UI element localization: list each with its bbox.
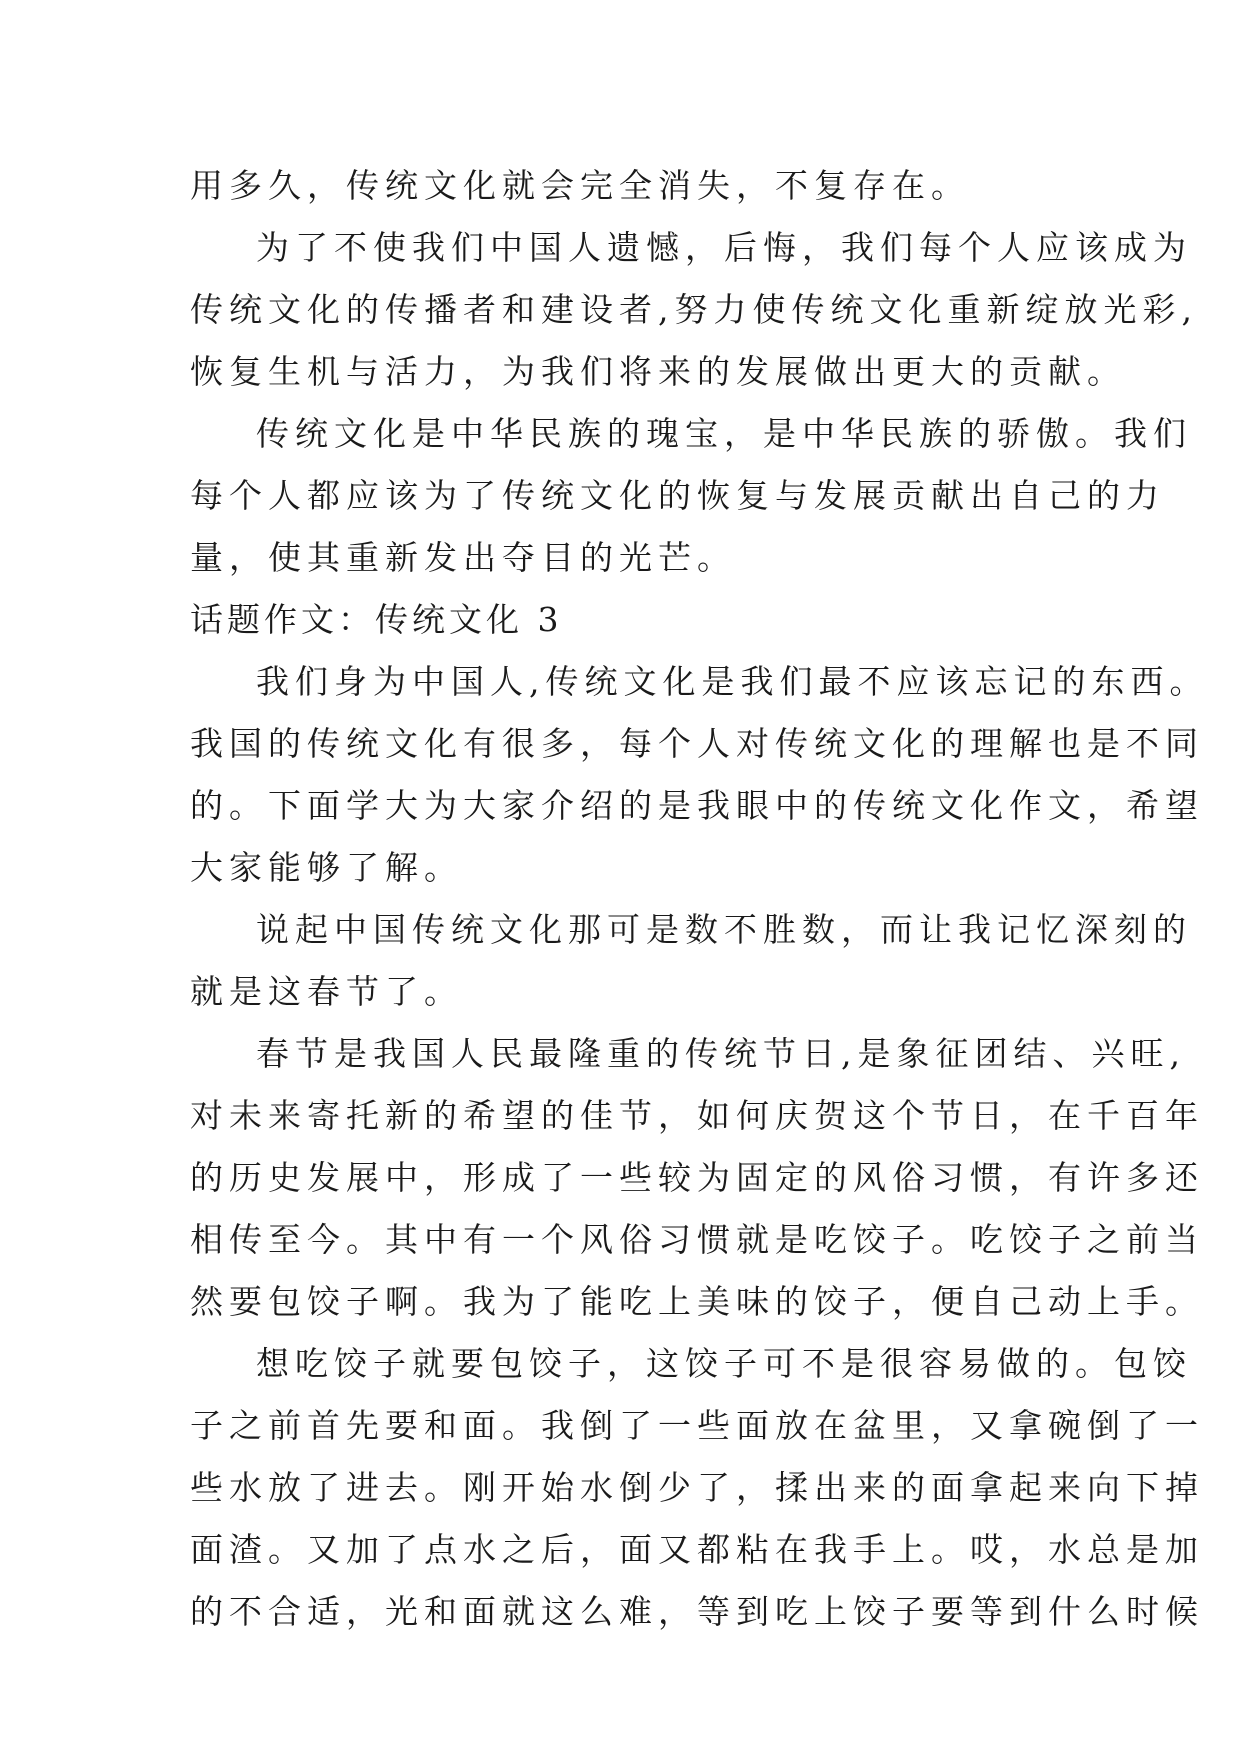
paragraph-start-line: 为了不使我们中国人遗憾，后悔，我们每个人应该成为 — [256, 228, 1192, 267]
text-line: 每个人都应该为了传统文化的恢复与发展贡献出自己的力 — [190, 476, 1165, 515]
text-line: 大家能够了解。 — [190, 848, 463, 887]
text-line: 的历史发展中，形成了一些较为固定的风俗习惯，有许多还 — [190, 1158, 1204, 1197]
text-line: 然要包饺子啊。我为了能吃上美味的饺子，便自己动上手。 — [190, 1282, 1204, 1321]
section-heading: 话题作文：传统文化 3 — [190, 600, 563, 639]
paragraph-start-line: 我们身为中国人,传统文化是我们最不应该忘记的东西。 — [256, 662, 1209, 701]
text-line: 用多久，传统文化就会完全消失，不复存在。 — [190, 166, 970, 205]
text-line: 些水放了进去。刚开始水倒少了，揉出来的面拿起来向下掉 — [190, 1468, 1204, 1507]
text-line: 量，使其重新发出夺目的光芒。 — [190, 538, 736, 577]
paragraph-start-line: 传统文化是中华民族的瑰宝，是中华民族的骄傲。我们 — [256, 414, 1192, 453]
text-line: 子之前首先要和面。我倒了一些面放在盆里，又拿碗倒了一 — [190, 1406, 1204, 1445]
paragraph-start-line: 春节是我国人民最隆重的传统节日,是象征团结、兴旺, — [256, 1034, 1186, 1073]
text-line: 传统文化的传播者和建设者,努力使传统文化重新绽放光彩, — [190, 290, 1198, 329]
text-line: 我国的传统文化有很多，每个人对传统文化的理解也是不同 — [190, 724, 1204, 763]
text-line: 就是这春节了。 — [190, 972, 463, 1011]
text-line: 的。下面学大为大家介绍的是我眼中的传统文化作文，希望 — [190, 786, 1204, 825]
document-body — [190, 155, 1209, 1643]
text-line: 面渣。又加了点水之后，面又都粘在我手上。哎，水总是加 — [190, 1530, 1204, 1569]
paragraph-start-line: 说起中国传统文化那可是数不胜数，而让我记忆深刻的 — [256, 910, 1192, 949]
text-line: 相传至今。其中有一个风俗习惯就是吃饺子。吃饺子之前当 — [190, 1220, 1204, 1259]
paragraph-start-line: 想吃饺子就要包饺子，这饺子可不是很容易做的。包饺 — [256, 1344, 1192, 1383]
text-line: 的不合适，光和面就这么难，等到吃上饺子要等到什么时候 — [190, 1592, 1204, 1631]
text-line: 恢复生机与活力，为我们将来的发展做出更大的贡献。 — [190, 352, 1126, 391]
text-line: 对未来寄托新的希望的佳节，如何庆贺这个节日，在千百年 — [190, 1096, 1204, 1135]
